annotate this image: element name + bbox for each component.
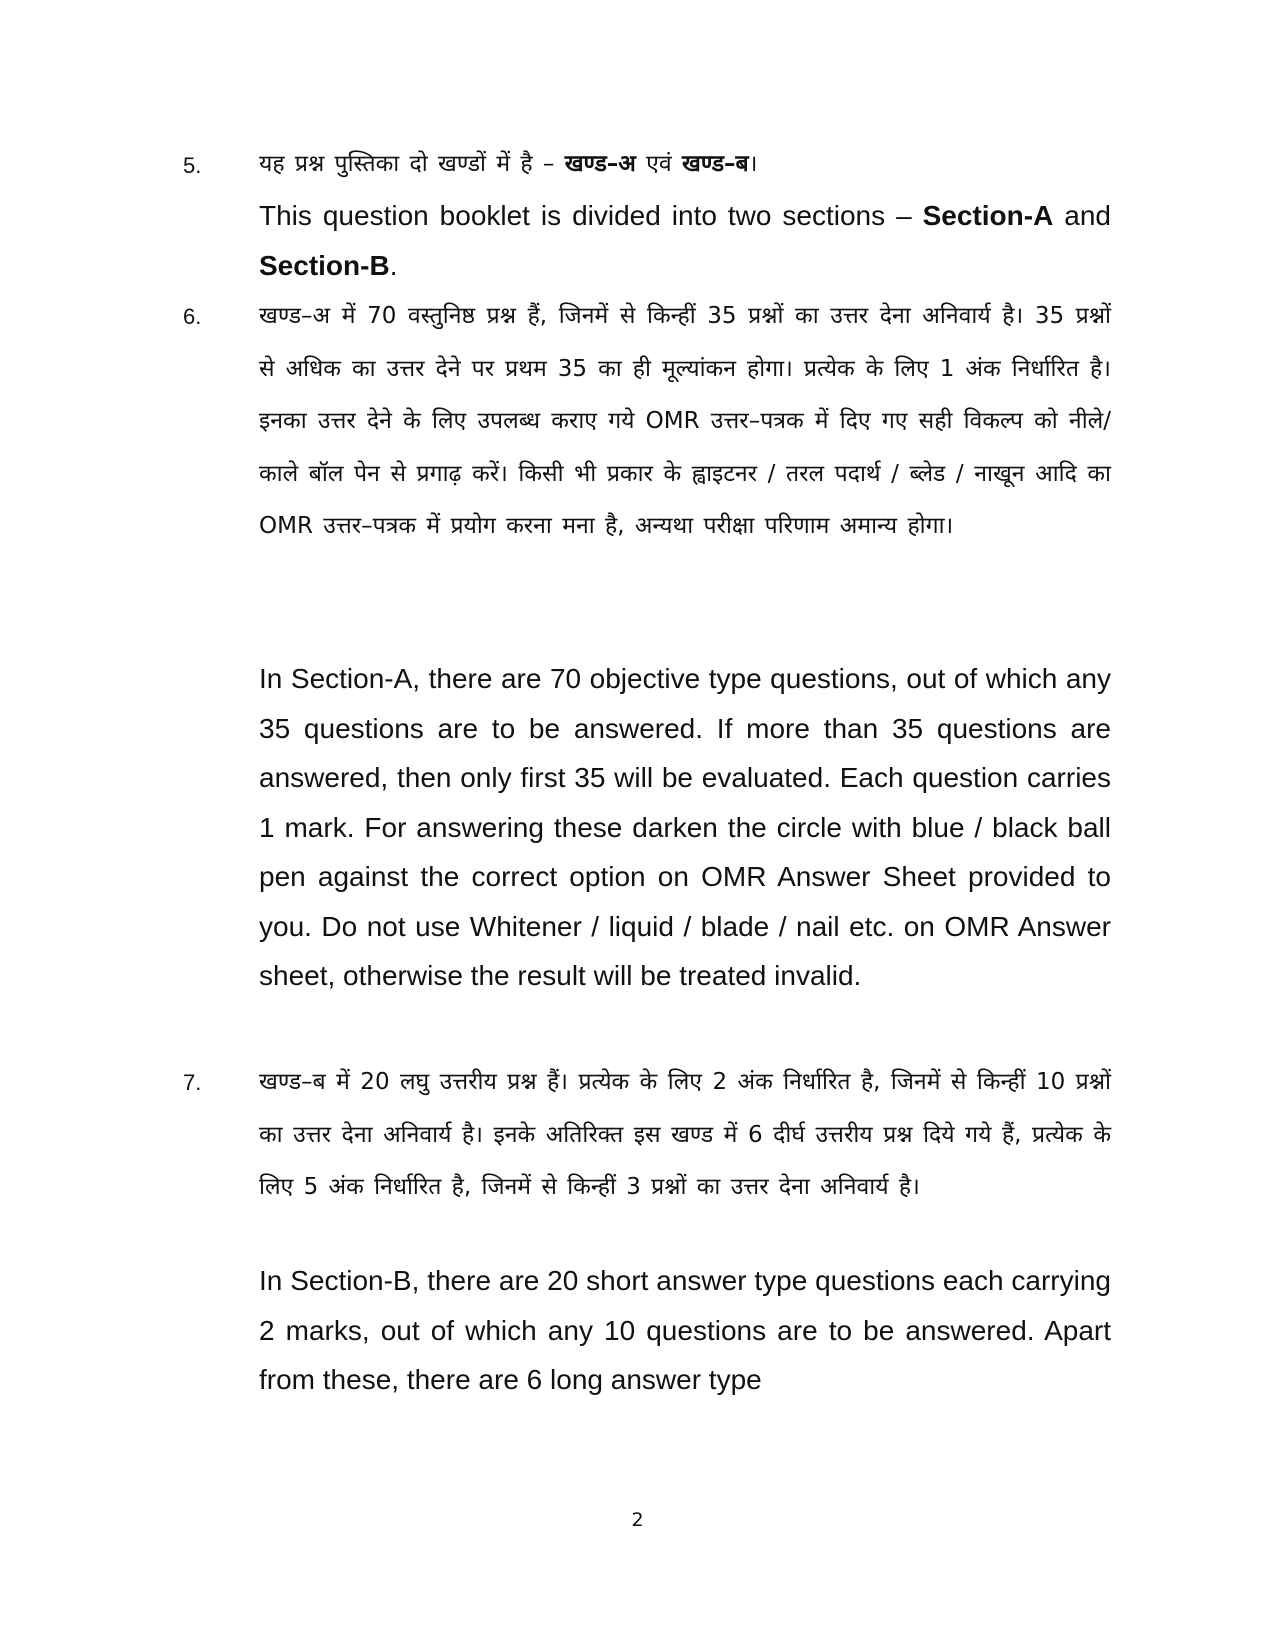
- item-6-english-text: In Section-A, there are 70 objective type questions, out of which any 35 questions are to be answered. If more than 35 questions are answered, then only first 35 will be evaluated. Each question carries 1 mark. For answering these darken the circle with blue / black ball pen against the correct option on OMR Answer Sheet provided to you. Do not use Whitener / liquid / blade / nail etc. on OMR Answer sheet, otherwise the result will be treated invalid.: [259, 663, 1111, 991]
- item-5-hindi-part-c: ।: [748, 151, 758, 177]
- item-number-5: 5.: [183, 153, 202, 178]
- item-5-english-part-c: .: [389, 249, 398, 281]
- item-number-7: 7.: [183, 1070, 202, 1095]
- item-6-hindi-text: खण्ड–अ में 70 वस्तुनिष्ठ प्रश्न हैं, जिनमें से किन्हीं 35 प्रश्नों का उत्तर देना अनिवार्य है। 35 प्रश्नों से अधिक का उत्तर देने पर प्रथम 35 का ही मूल्यांकन होगा। प्रत्येक के लिए 1 अंक निर्धारित है। इनका उत्तर देने के लिए उपलब्ध कराए गये OMR उत्तर–पत्रक में दिए गए सही विकल्प को नीले/काले बॉल पेन से प्रगाढ़ करें। किसी भी प्रकार के ह्वाइटनर / तरल पदार्थ / ब्लेड / नाखून आदि का OMR उत्तर–पत्रक में प्रयोग करना मना है, अन्यथा परीक्षा परिणाम अमान्य होगा।: [259, 303, 1111, 539]
- item-number-6: 6.: [183, 304, 202, 329]
- item-5-hindi-part-a: यह प्रश्न पुस्तिका दो खण्डों में है –: [259, 151, 565, 177]
- item-5-english-text: [259, 191, 1111, 290]
- item-5-english-part-a: This question booklet is divided into two sections –: [259, 200, 923, 231]
- item-5-hindi-section-b: खण्ड–ब: [682, 151, 749, 177]
- item-5-hindi-part-b: एवं: [635, 151, 682, 177]
- item-5-english-part-b: and: [1053, 200, 1111, 231]
- item-5-english-section-a: Section-A: [922, 200, 1054, 231]
- item-5-english-section-b: Section-B: [259, 249, 390, 281]
- item-7-english-text: In Section-B, there are 20 short answer type questions each carrying 2 marks, out of which any 10 questions are to be answered. Apart from these, there are 6 long answer type: [259, 1265, 1111, 1395]
- item-7-hindi-text: खण्ड–ब में 20 लघु उत्तरीय प्रश्न हैं। प्रत्येक के लिए 2 अंक निर्धारित है, जिनमें से किन्हीं 10 प्रश्नों का उत्तर देना अनिवार्य है। इनके अतिरिक्त इस खण्ड में 6 दीर्घ उत्तरीय प्रश्न दिये गये हैं, प्रत्येक के लिए 5 अंक निर्धारित है, जिनमें से किन्हीं 3 प्रश्नों का उत्तर देना अनिवार्य है।: [259, 1069, 1111, 1200]
- item-5-hindi-section-a: खण्ड–अ: [564, 151, 636, 177]
- page-number: 2: [631, 1509, 644, 1531]
- item-5-hindi-text: [259, 138, 1111, 191]
